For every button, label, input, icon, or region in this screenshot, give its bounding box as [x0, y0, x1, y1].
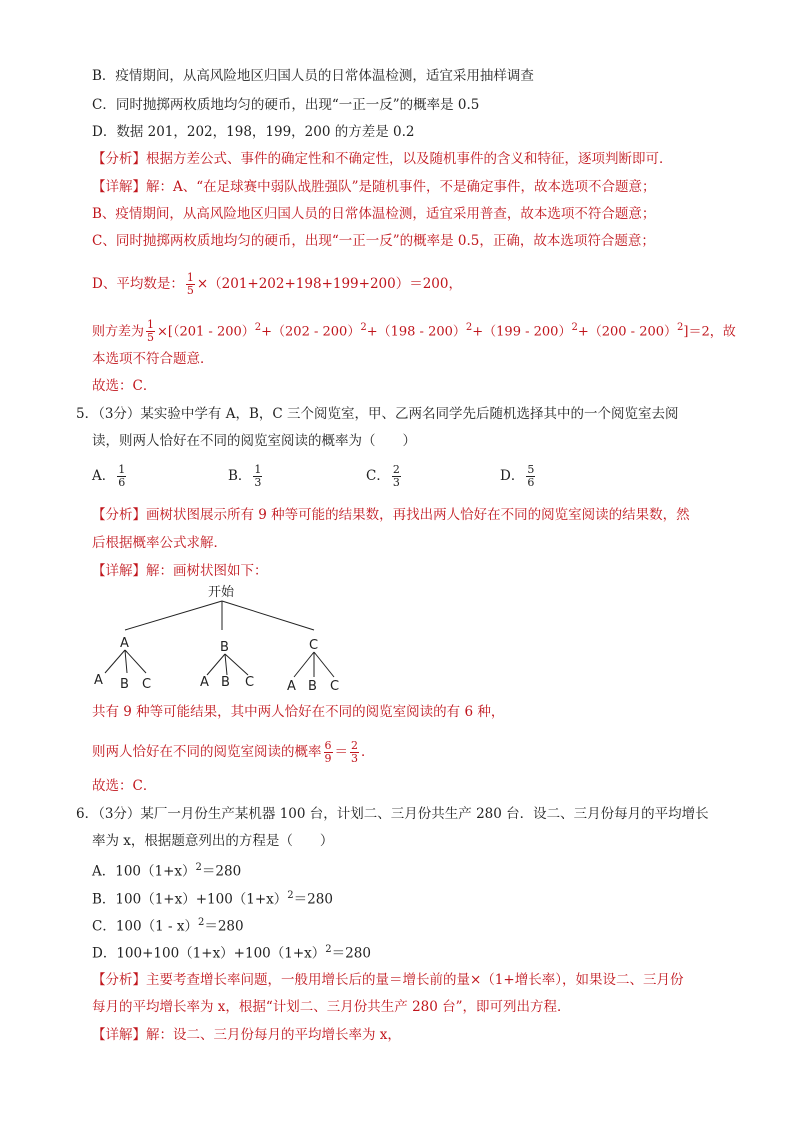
- tree-lines: [105, 601, 334, 677]
- q4-analysis: [92, 149, 673, 169]
- tree-leaf: A: [94, 673, 103, 688]
- q5-result-line2: 则两人恰好在不同的阅览室阅读的概率 $\frac{6}{9}$ ＝ $\frac{2}{3}$ ．: [92, 739, 375, 765]
- analysis-text: 主要考查增长率问题，一般用增长后的量＝增长前的量×（1+增长率），如果设二、三月份: [146, 972, 684, 988]
- superscript: 2: [254, 322, 262, 333]
- q4-option-c: C．同时抛掷两枚质地均匀的硬币，出现“一正一反”的概率是 0.5: [92, 97, 480, 113]
- tree-leaf: B: [120, 677, 129, 692]
- tree-leaf: C: [142, 677, 152, 692]
- q6-detail: [92, 1025, 401, 1045]
- superscript: 2: [465, 322, 473, 333]
- q5-answer: 故选：C．: [92, 778, 157, 794]
- tree-diagram: [80, 580, 380, 700]
- tree-node-a: A: [120, 636, 129, 651]
- detail-text: 解：设二、三月份每月的平均增长率为 x，: [146, 1027, 401, 1043]
- q4-variance: [92, 318, 736, 344]
- variance-term-1: ×[（201 - 200）: [157, 324, 255, 340]
- detail-tag: 【详解】: [92, 563, 146, 579]
- q6-analysis-line2: 每月的平均增长率为 x，根据“计划二、三月份共生产 280 台”，即可列出方程．: [92, 999, 571, 1015]
- fraction-two-thirds: $\frac{2}{3}$: [351, 739, 358, 765]
- q4-detail-a: [92, 177, 656, 197]
- q5-stem-line2: 读，则两人恰好在不同的阅览室阅读的概率为（ ）: [92, 433, 416, 449]
- tree-leaf: B: [221, 675, 230, 690]
- detail-text: 解：A、“在足球赛中弱队战胜强队”是随机事件，不是确定事件，故本选项不合题意；: [146, 179, 656, 195]
- analysis-tag: 【分析】: [92, 151, 146, 167]
- analysis-tag: 【分析】: [92, 972, 146, 988]
- q5-result-line1: 共有 9 种等可能结果，其中两人恰好在不同的阅览室阅读的有 6 种，: [92, 704, 505, 720]
- q6-option-a: A．$100(1+x)^2=280$: [92, 862, 242, 880]
- q5-analysis-line1: [92, 505, 690, 525]
- q4-detail-d: [92, 272, 462, 297]
- analysis-tag: 【分析】: [92, 507, 146, 523]
- fraction-one-fifth: $\frac{1}{5}$: [186, 271, 194, 297]
- q6-stem-line2: 率为 x，根据题意列出的方程是（ ）: [92, 833, 334, 849]
- variance-term-3: +（198 - 200）: [366, 324, 466, 340]
- tree-node-b: B: [220, 640, 229, 655]
- superscript: 2: [677, 322, 684, 333]
- superscript: 2: [571, 322, 578, 333]
- detail-d-suffix: ×（201+202+198+199+200）＝200，: [196, 276, 462, 292]
- q4-detail-b: B、疫情期间，从高风险地区归国人员的日常体温检测，适宜采用普查，故本选项不符合题意；: [92, 206, 656, 222]
- q4-option-d: D．数据 201，202，198，199，200 的方差是 0.2: [92, 124, 415, 140]
- tree-root: 开始: [208, 585, 235, 600]
- detail-d-prefix: D、平均数是：: [92, 276, 184, 292]
- q5-detail: [92, 561, 268, 581]
- q5-stem-line1: 5．（3分）某实验中学有 A，B，C 三个阅览室，甲、乙两名同学先后随机选择其中的一个阅览室去阅: [76, 406, 679, 422]
- tree-leaf: A: [287, 679, 296, 694]
- variance-term-5: +（200 - 200）: [577, 324, 678, 340]
- q6-option-c: C．100（1 - x）$^2$＝280: [92, 917, 244, 935]
- q5-choice-d: D． $\frac{5}{6}$: [500, 463, 535, 489]
- tree-leaf: C: [245, 675, 255, 690]
- q6-option-d: D．$100+100(1+x)+100(1+x)^2=280$: [92, 944, 371, 962]
- superscript: 2: [360, 322, 367, 333]
- q4-answer: 故选：C．: [92, 378, 157, 394]
- q6-option-b: B．$100(1+x)+100(1+x)^2=280$: [92, 890, 333, 908]
- q6-analysis-line1: [92, 970, 683, 990]
- q5-choice-c: C． $\frac{2}{3}$: [366, 463, 400, 489]
- q6-stem-line1: 6．（3分）某厂一月份生产某机器 100 台，计划二、三月份共生产 280 台．设二、三月份每月的平均增长: [76, 806, 709, 822]
- q4-detail-c: C、同时抛掷两枚质地均匀的硬币，出现“一正一反”的概率是 0.5，正确，故本选项符合题意；: [92, 233, 655, 249]
- q5-choice-a: A． $\frac{1}{6}$: [92, 463, 126, 489]
- analysis-text: 画树状图展示所有 9 种等可能的结果数，再找出两人恰好在不同的阅览室阅读的结果数，然: [146, 507, 690, 523]
- detail-tag: 【详解】: [92, 1027, 146, 1043]
- variance-prefix: 则方差为: [92, 324, 145, 340]
- q5-choice-b: B． $\frac{1}{3}$: [228, 463, 262, 489]
- tree-node-c: C: [309, 638, 319, 653]
- tree-leaf: B: [308, 679, 317, 694]
- q5-analysis-line2: 后根据概率公式求解．: [92, 535, 227, 551]
- fraction-one-fifth-b: $\frac{1}{5}$: [147, 318, 155, 345]
- detail-text: 解：画树状图如下：: [146, 563, 268, 579]
- variance-term-4: +（199 - 200）: [472, 324, 572, 340]
- fraction-six-ninths: $\frac{6}{9}$: [324, 739, 332, 765]
- variance-term-2: +（202 - 200）: [261, 324, 361, 340]
- variance-end: ]＝2，故: [683, 324, 736, 340]
- q4-variance-line2: 本选项不符合题意．: [92, 351, 214, 367]
- tree-leaf: C: [330, 679, 340, 694]
- tree-leaf: A: [200, 675, 209, 690]
- q4-option-b: B．疫情期间，从高风险地区归国人员的日常体温检测，适宜采用抽样调查: [92, 68, 534, 84]
- detail-tag: 【详解】: [92, 179, 146, 195]
- analysis-text: 根据方差公式、事件的确定性和不确定性，以及随机事件的含义和特征，逐项判断即可．: [146, 151, 673, 167]
